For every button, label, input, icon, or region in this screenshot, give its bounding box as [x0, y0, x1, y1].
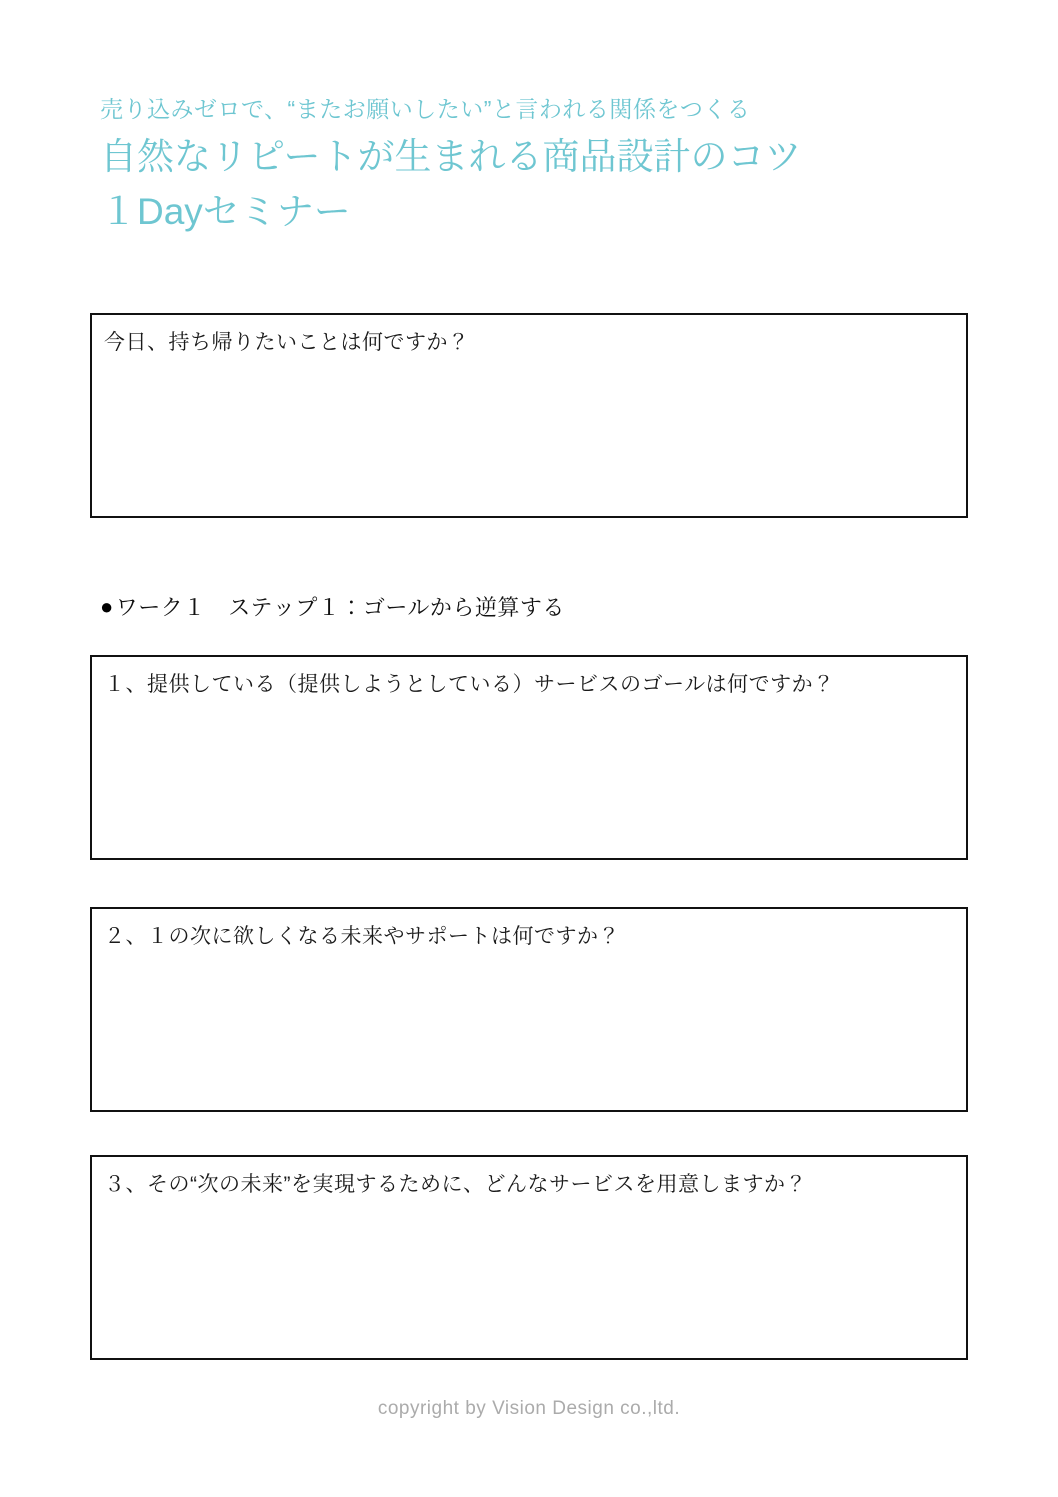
answer-box-q1: [90, 655, 968, 860]
question-label-q3: ３、その“次の未来”を実現するために、どんなサービスを用意しますか？: [104, 1173, 807, 1196]
page-title-line2: １Dayセミナー: [100, 190, 351, 232]
answer-box-q2: [90, 907, 968, 1112]
question-label-q1: １、提供している（提供しようとしている）サービスのゴールは何ですか？: [104, 673, 835, 696]
bullet-icon: ●: [100, 593, 114, 619]
answer-box-intro: [90, 313, 968, 518]
copyright-text: copyright by Vision Design co.,ltd.: [377, 1398, 681, 1419]
intro-question-label: 今日、持ち帰りたいことは何ですか？: [104, 331, 470, 354]
section-heading: ワーク１ ステップ１：ゴールから逆算する: [115, 595, 565, 620]
section-heading-row: [100, 591, 565, 622]
footer: [0, 1398, 1058, 1420]
header: [100, 96, 980, 230]
header-subtitle: 売り込みゼロで、“またお願いしたい”と言われる関係をつくる: [100, 96, 751, 122]
page-title-line1: 自然なリピートが生まれる商品設計のコツ: [100, 135, 802, 177]
question-label-q2: ２、１の次に欲しくなる未来やサポートは何ですか？: [104, 925, 620, 948]
answer-box-q3: [90, 1155, 968, 1360]
